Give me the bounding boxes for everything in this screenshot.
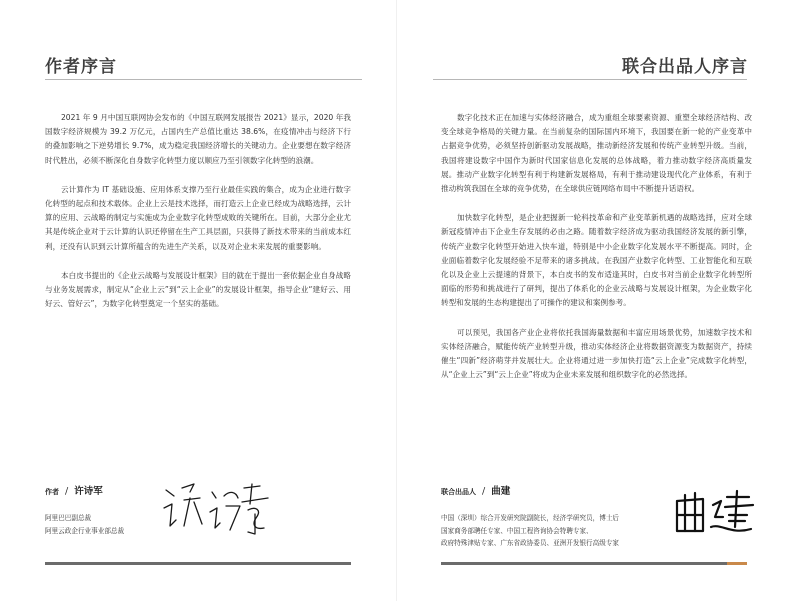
paragraph: 可以预见，我国各产业企业将依托我国海量数据和丰富应用场景优势，加速数字技术和实体经济融合，赋能传统产业转型升级，推动实体经济企业将数据资源变为数据资产，持续催生“四新”经济萌芽并发展壮大。企业将通过进一步加快打造“云上企业”完成数字化转型，从“企业上云”到“云上企业”将成为企业未来发展和组织数字化的必然选择。 — [441, 327, 752, 380]
signature-role: 联合出品人 — [441, 487, 476, 496]
paragraph: 数字化技术正在加速与实体经济融合，成为重组全球要素资源、重塑全球经济结构、改变全球竞争格局的关键力量。在当前复杂的国际国内环境下，我国要在新一轮的产业变革中占据竞争优势，必须坚持创新驱动发展战略，推动新经济发展和传统产业转型升级。当前，我国将建设数字中国作为新时代国家信息化发展的总体战略，着力推动数字经济高质量发展。推动产业数字化转型有利于构建新发展格局，有利于推动建设现代化产业体系，有利于推动构筑我国在全球的竞争优势，在全球供应链网络布局中不断提升话语权。 — [441, 113, 752, 194]
paragraph: 2021 年 9 月中国互联网协会发布的《中国互联网发展报告 2021》显示，2020 年我国数字经济规模为 39.2 万亿元，占国内生产总值比重达 38.6%，在疫情冲击与经济下行的叠加影响之下逆势增长 9.7%，成为稳定我国经济增长的关键动力。企业要想在数字经济时代胜出，必须不断深化自身数字化转型力度以顺应乃至引领数字化转型的浪潮。 — [45, 113, 351, 165]
signature-name: 许诗军 — [74, 486, 103, 497]
coproducer-signature-label — [441, 483, 510, 497]
signature-name: 曲建 — [491, 486, 511, 497]
footer-accent-bar — [727, 562, 747, 565]
title-rule — [433, 79, 747, 80]
coproducer-preface-body — [441, 111, 752, 397]
author-title-line: 阿里巴巴副总裁 — [45, 514, 92, 522]
coproducer-title-line: 中国（深圳）综合开发研究院副院长，经济学研究员，博士后 — [441, 514, 620, 522]
handwritten-signature-author — [160, 478, 275, 538]
coproducer-title-line: 政府特殊津贴专家、广东省政协委员、亚洲开发银行高级专家 — [441, 539, 620, 547]
title-rule — [45, 79, 362, 80]
coproducer-title-line: 国家商务部聘任专家、中国工程咨询协会特聘专家、 — [441, 526, 593, 535]
coproducer-preface-title: 联合出品人序言 — [622, 57, 748, 77]
author-preface-body — [45, 111, 351, 326]
left-page — [0, 0, 396, 601]
signature-separator: / — [482, 486, 486, 497]
footer-bar — [441, 562, 739, 565]
signature-role: 作者 — [45, 487, 59, 496]
right-page — [397, 0, 793, 601]
paragraph: 加快数字化转型，是企业把握新一轮科技革命和产业变革新机遇的战略选择，应对全球新冠疫情冲击下企业生存发展的必由之路。随着数字经济成为驱动我国经济发展的新引擎，传统产业数字化转型开始进入快车道，特别是中小企业数字化发展水平不断提高。同时，企业面临着数字化发展经验不足带来的诸多挑战。在我国产业数字化转型、工业智能化和互联化以及企业上云提速的背景下，本白皮书的发布适逢其时，白皮书对当前企业数字化转型所面临的形势和挑战进行了研判，提出了体系化的企业云战略与发展设计框架，为企业数字化转型和发展的生态构建提出了可操作的建议和案例参考。 — [441, 213, 752, 308]
handwritten-signature-coproducer — [669, 487, 759, 547]
author-titles — [45, 512, 124, 537]
paragraph: 云计算作为 IT 基础设施、应用体系支撑乃至行业最佳实践的集合，成为企业进行数字化转型的起点和技术载体。企业上云是技术选择，而打造云上企业已经成为战略选择，云计算的应用、云战略的制定与实施成为企业数字化转型成败的关键所在。目前，大部分企业尤其是传统企业对于云计算的认识还停留在生产工具层面，只获得了新技术带来的当前成本红利，还没有认识到云计算所蕴含的先进生产关系，以及对企业未来发展的重要影响。 — [45, 184, 351, 251]
author-preface-title: 作者序言 — [45, 57, 117, 77]
paragraph: 本白皮书提出的《企业云战略与发展设计框架》目的就在于提出一套依据企业自身战略与业务发展需求，制定从“企业上云”到“云上企业”的发展设计框架，指导企业“建好云、用好云、管好云”，为数字化转型奠定一个坚实的基础。 — [45, 270, 351, 309]
signature-separator: / — [65, 486, 69, 497]
author-signature-label — [45, 483, 103, 497]
author-title-line: 阿里云政企行业事业部总裁 — [45, 526, 125, 535]
footer-bar — [45, 562, 351, 565]
